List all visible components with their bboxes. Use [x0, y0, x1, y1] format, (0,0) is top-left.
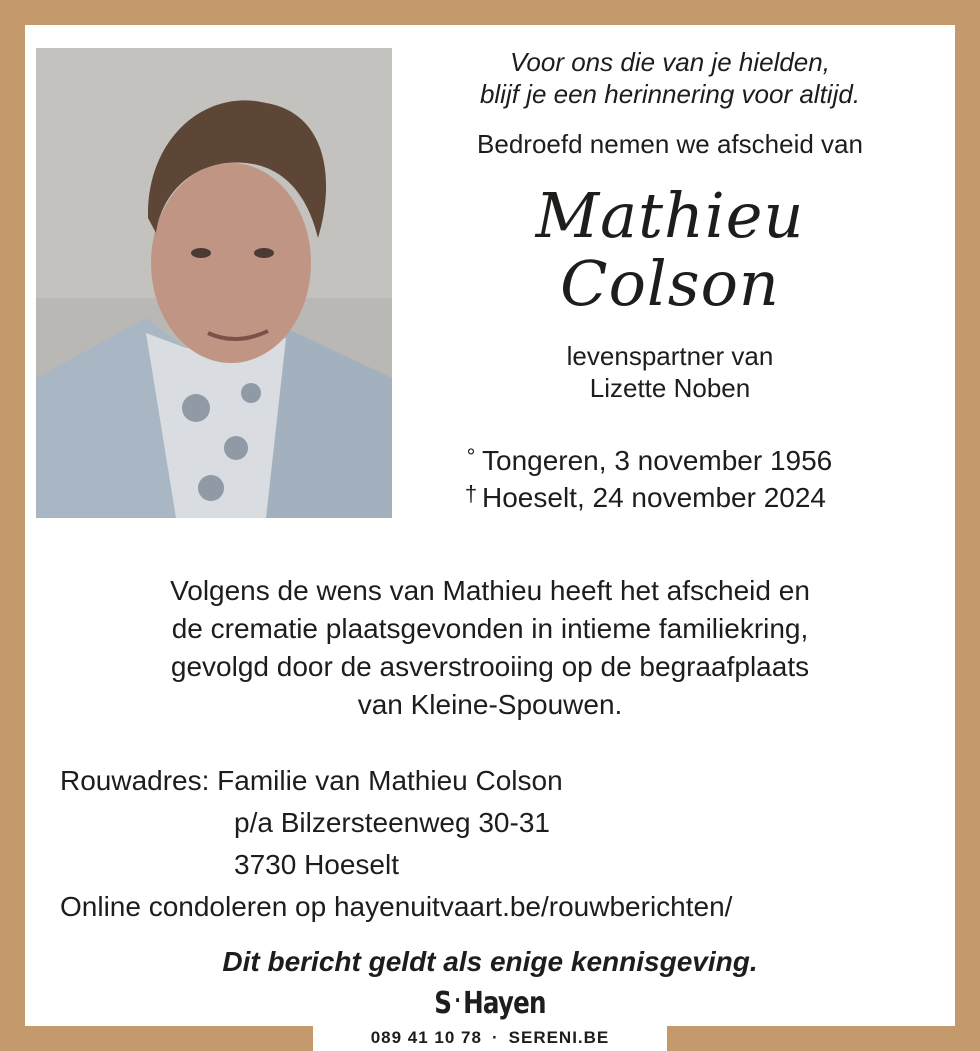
- death-symbol: †: [464, 481, 478, 506]
- motto-line: Voor ons die van je hielden,: [510, 47, 830, 77]
- deceased-name: [420, 179, 920, 320]
- online-condolence: Online condoleren op hayenuitvaart.be/rouwberichten/: [60, 891, 733, 922]
- first-name: Mathieu: [535, 179, 805, 252]
- phone-number: 089 41 10 78: [370, 1028, 482, 1047]
- life-dates: [460, 440, 832, 514]
- birth-row: [460, 440, 832, 477]
- portrait-photo: [36, 48, 392, 518]
- body-line: van Kleine-Spouwen.: [357, 689, 623, 720]
- partner-info: [420, 340, 920, 404]
- body-line: gevolgd door de asverstrooiing op de begraafplaats: [170, 651, 810, 682]
- logo-dot: ·: [454, 988, 460, 1012]
- body-line: de crematie plaatsgevonden in intieme familiekring,: [171, 613, 809, 644]
- announcement-body: [60, 572, 920, 724]
- address-line: 3730 Hoeselt: [234, 849, 400, 880]
- logo-letter: S: [434, 986, 452, 1021]
- website: SERENI.BE: [508, 1028, 610, 1047]
- death-text: Hoeselt, 24 november 2024: [482, 482, 826, 513]
- motto: [420, 46, 920, 110]
- partner-name: Lizette Noben: [589, 373, 751, 403]
- last-name: Colson: [560, 247, 780, 320]
- body-line: Volgens de wens van Mathieu heeft het afscheid en: [170, 575, 810, 606]
- funeral-home-logo: [88, 982, 892, 1022]
- intro-text: Bedroefd nemen we afscheid van: [477, 129, 863, 159]
- birth-symbol: °: [466, 444, 476, 469]
- death-row: [460, 477, 832, 514]
- official-notice: Dit bericht geldt als enige kennisgeving.: [222, 946, 758, 977]
- birth-text: Tongeren, 3 november 1956: [482, 445, 833, 476]
- contact-separator: ·: [491, 1028, 499, 1047]
- address-line: p/a Bilzersteenweg 30-31: [234, 807, 550, 838]
- logo-word: Hayen: [463, 986, 546, 1021]
- mourning-address: [60, 760, 732, 928]
- address-line: Rouwadres: Familie van Mathieu Colson: [60, 765, 563, 796]
- partner-label: levenspartner van: [566, 341, 774, 371]
- contact-line: [0, 1026, 980, 1050]
- motto-line: blijf je een herinnering voor altijd.: [479, 79, 861, 109]
